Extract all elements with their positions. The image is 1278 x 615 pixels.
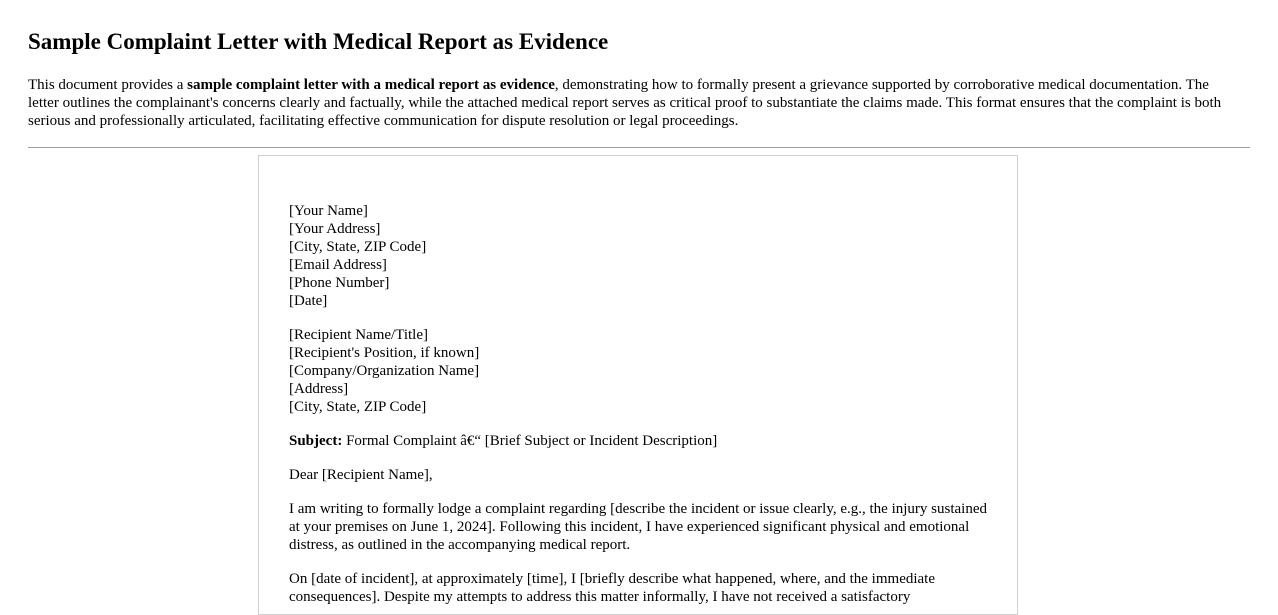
sender-city: [City, State, ZIP Code] [289, 239, 427, 255]
sender-address: [Your Address] [289, 221, 381, 237]
recipient-position: [Recipient's Position, if known] [289, 345, 480, 361]
subject-line [289, 432, 987, 450]
recipient-name: [Recipient Name/Title] [289, 327, 428, 343]
document-page [0, 0, 1278, 148]
page-title: Sample Complaint Letter with Medical Report as Evidence [28, 29, 609, 54]
body-paragraph-1: I am writing to formally lodge a complaint regarding [describe the incident or issue clearly, e.g., the injury sustained at your premises on June 1, 2024]. Following this incident, I have experienced significant physical and emotional distress, as outlined in the accompanying medical report. [289, 501, 987, 553]
intro-suffix: , demonstrating how to formally present a grievance supported by corroborative medical documentation. The letter outlines the complainant's concerns clearly and factually, while the attached medical report serves as critical proof to substantiate the claims made. This format ensures that the complaint is both serious and professionally articulated, facilitating effective communication for dispute resolution or legal proceedings. [28, 77, 1222, 129]
subject-label: Subject: [289, 433, 343, 449]
intro-paragraph [28, 76, 1228, 130]
sender-date: [Date] [289, 293, 328, 309]
recipient-city: [City, State, ZIP Code] [289, 399, 427, 415]
sender-name: [Your Name] [289, 203, 368, 219]
letter-box [258, 155, 1018, 615]
intro-prefix: This document provides a [28, 77, 188, 93]
sender-block [289, 202, 987, 310]
recipient-address: [Address] [289, 381, 349, 397]
divider [28, 147, 1250, 148]
sender-email: [Email Address] [289, 257, 387, 273]
intro-bold: sample complaint letter with a medical report as evidence [187, 77, 555, 93]
recipient-block [289, 326, 987, 416]
sender-phone: [Phone Number] [289, 275, 390, 291]
salutation: Dear [Recipient Name], [289, 467, 433, 483]
subject-text: Formal Complaint â€“ [Brief Subject or Incident Description] [342, 433, 718, 449]
body-paragraph-2: On [date of incident], at approximately [time], I [briefly describe what happened, where, and the immediate consequences]. Despite my attempts to address this matter informally, I have not received a satisfactory [289, 571, 935, 605]
recipient-company: [Company/Organization Name] [289, 363, 480, 379]
